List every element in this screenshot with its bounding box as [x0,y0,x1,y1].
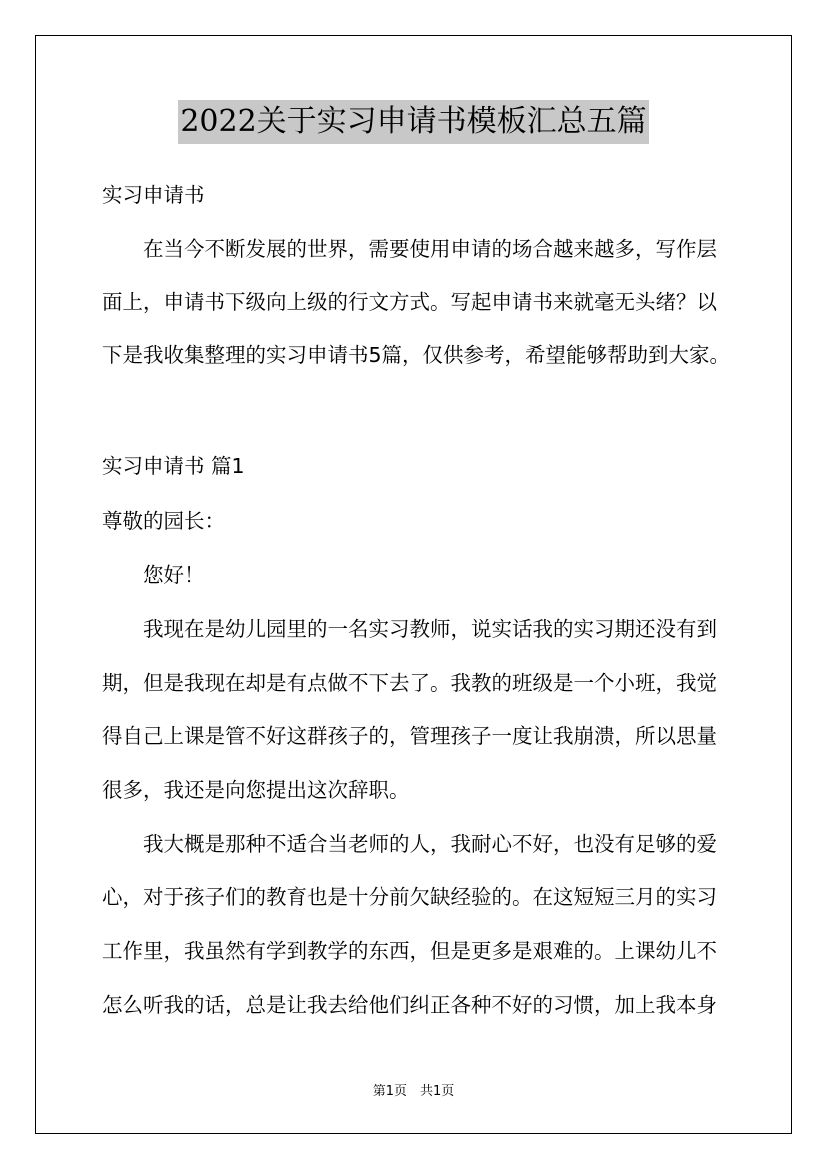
paragraph-line: 下是我收集整理的实习申请书5篇，仅供参考，希望能够帮助到大家。 [102,343,731,367]
paragraph-line: 怎么听我的话，总是让我去给他们纠正各种不好的习惯，加上我本身 [102,993,717,1017]
document-title: 2022关于实习申请书模板汇总五篇 [178,100,648,144]
paragraph-line: 很多，我还是向您提出这次辞职。 [102,778,410,802]
title-container [0,100,827,144]
paragraph-line: 面上，申请书下级向上级的行文方式。写起申请书来就毫无头绪？以 [102,290,717,314]
paragraph-line: 得自己上课是管不好这群孩子的，管理孩子一度让我崩溃，所以思量 [102,724,717,748]
paragraph-line: 心，对于孩子们的教育也是十分前欠缺经验的。在这短短三月的实习 [102,885,717,909]
page-footer: 第1页 共1页 [372,1084,455,1099]
salutation: 尊敬的园长： [102,509,225,533]
section-heading: 实习申请书 [102,183,205,207]
paragraph-line: 我现在是幼儿园里的一名实习教师，说实话我的实习期还没有到 [102,617,717,641]
paragraph-line: 工作里，我虽然有学到教学的东西，但是更多是艰难的。上课幼儿不 [102,939,717,963]
paragraph-line: 期，但是我现在却是有点做不下去了。我教的班级是一个小班，我觉 [102,671,717,695]
greeting: 您好！ [102,563,205,587]
paragraph-line: 我大概是那种不适合当老师的人，我耐心不好，也没有足够的爱 [102,832,717,856]
section-heading: 实习申请书 篇1 [102,454,245,478]
paragraph-line: 在当今不断发展的世界，需要使用申请的场合越来越多，写作层 [102,237,717,261]
